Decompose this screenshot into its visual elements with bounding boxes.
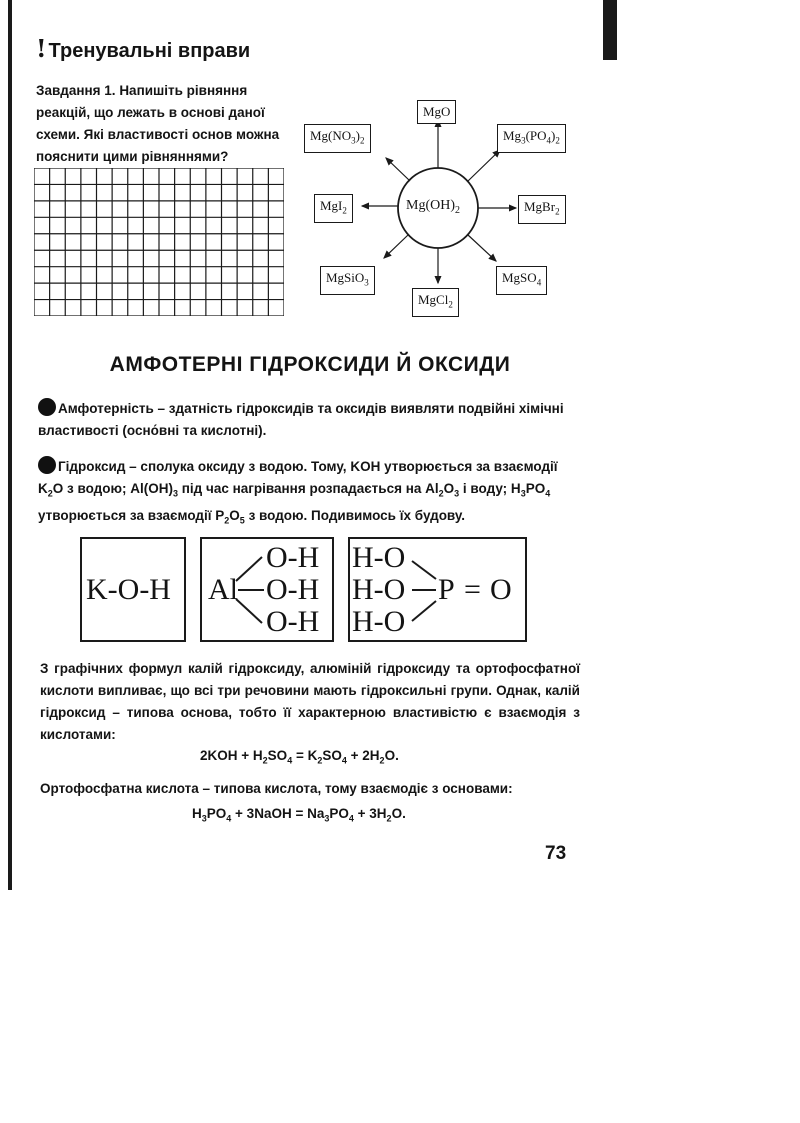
topic-title: АМФОТЕРНІ ГІДРОКСИДИ Й ОКСИДИ bbox=[109, 353, 511, 376]
o-atom: O bbox=[490, 573, 512, 606]
arrow-to-mg3po42 bbox=[468, 150, 500, 181]
scheme-center-formula: $Mg(OH)_2$ bbox=[406, 198, 460, 216]
ho-group-top: H-O bbox=[352, 541, 406, 574]
product-mgno32: $Mg(NO_3)_2$ bbox=[304, 124, 371, 153]
structure-aloh3 bbox=[200, 537, 334, 642]
oh-group-middle: O-H bbox=[266, 573, 320, 606]
definition-hydroxide bbox=[38, 456, 578, 531]
ho-group-bottom: H-O bbox=[352, 605, 406, 638]
arrow-to-mgno32 bbox=[386, 158, 410, 181]
task-label: Завдання 1. bbox=[36, 83, 116, 98]
structure-koh bbox=[80, 537, 186, 642]
p-atom: P bbox=[438, 573, 455, 606]
bullet-icon bbox=[38, 456, 56, 474]
page-number: 73 bbox=[545, 843, 567, 864]
paragraph-acids: Ортофосфатна кислота – типова кислота, тому взаємодіє з основами: bbox=[40, 781, 513, 796]
definition-hydroxide-text: Гідроксид – сполука оксиду з водою. Тому, KOH утворюється за взаємодії $K_2O$ з водою; $Al(OH)_3$ під час нагрівання розпадається на $Al_2O_3$ і воду; $H_3PO_4$ утворюється за взаємодії $P_2O_5$ з водою. Подивимось їх будову. bbox=[38, 459, 558, 526]
arrow-to-mgsio3 bbox=[384, 235, 408, 258]
double-bond-sign: = bbox=[464, 573, 481, 606]
arrow-to-mgso4 bbox=[468, 235, 496, 261]
definition-text: – здатність гідроксидів та оксидів виявляти подвійні хімічні властивості (осно́вні та кислотні). bbox=[38, 401, 564, 438]
oh-group-top: O-H bbox=[266, 541, 320, 574]
page-edge bbox=[603, 0, 617, 60]
paragraph-bases: З графічних формул калій гідроксиду, алюміній гідроксиду та ортофосфатної кислоти випливає, що всі три речовини мають гідроксильні групи. Однак, калій гідроксид – типова основа, тобто її характерною властивістю є взаємодія з кислотами: bbox=[40, 661, 580, 742]
equation-koh-h2so4: $2KOH + H_2SO_4 = K_2SO_4 + 2H_2O$. bbox=[200, 748, 399, 766]
koh-formula: K-O-H bbox=[86, 573, 171, 606]
structure-h3po4 bbox=[348, 537, 527, 642]
product-mg3po42: $Mg_3(PO_4)_2$ bbox=[497, 124, 566, 153]
bullet-icon bbox=[38, 398, 56, 416]
answer-grid bbox=[34, 168, 284, 316]
task-text bbox=[36, 80, 286, 168]
page-edge bbox=[8, 0, 12, 890]
definition-amphoterism bbox=[38, 398, 578, 442]
ho-group-middle: H-O bbox=[352, 573, 406, 606]
exclamation-mark: ! bbox=[36, 34, 47, 63]
product-mgbr2: MgBr$_2$ bbox=[518, 195, 566, 224]
equation-h3po4-naoh: $H_3PO_4$ + 3NaOH = $Na_3PO_4 + 3H_2O$. bbox=[192, 806, 406, 824]
oh-group-bottom: O-H bbox=[266, 605, 320, 638]
task-body: Напишіть рівняння реакцій, що лежать в основі даної схеми. Які властивості основ можна пояснити цими рівняннями? bbox=[36, 83, 280, 164]
definition-term: Амфотерність bbox=[58, 401, 154, 416]
section-heading-text: Тренувальні вправи bbox=[48, 40, 251, 62]
al-atom: Al bbox=[208, 573, 238, 606]
product-mgcl2: MgCl$_2$ bbox=[412, 288, 459, 317]
reaction-scheme bbox=[300, 88, 580, 328]
section-heading bbox=[36, 34, 250, 63]
product-mgsio3: MgSiO$_3$ bbox=[320, 266, 375, 295]
product-mgo: MgO bbox=[417, 100, 456, 124]
product-mgi2: MgI$_2$ bbox=[314, 194, 353, 223]
product-mgso4: MgSO$_4$ bbox=[496, 266, 547, 295]
